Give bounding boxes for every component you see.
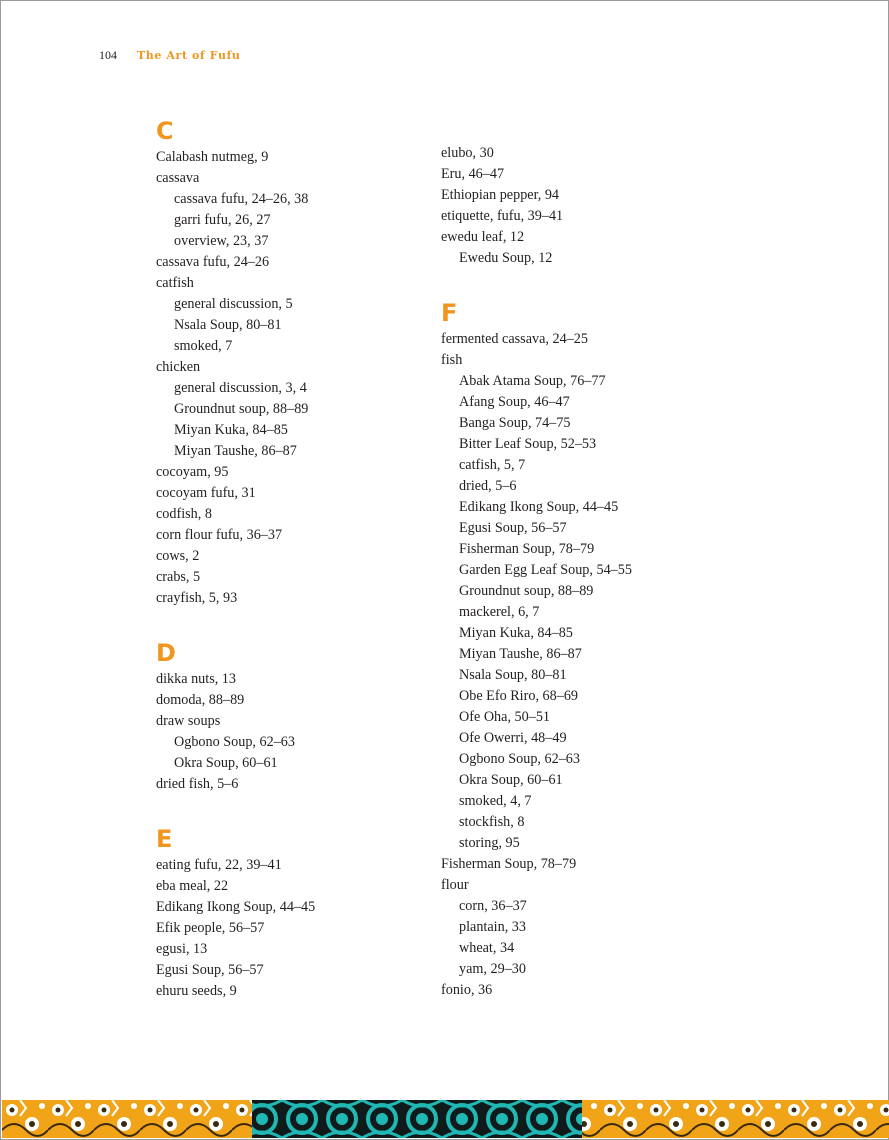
index-subentry-wheat-34: wheat, 34 bbox=[459, 940, 515, 956]
index-subentry-ewedu-soup-12: Ewedu Soup, 12 bbox=[459, 250, 553, 266]
index-subentry-mackerel-6-7: mackerel, 6, 7 bbox=[459, 604, 540, 620]
index-entry-catfish: catfish bbox=[156, 275, 194, 291]
index-subentry-groundnut-soup-88-89: Groundnut soup, 88–89 bbox=[459, 583, 594, 599]
index-subentry-corn-36-37: corn, 36–37 bbox=[459, 898, 527, 914]
index-entry-codfish-8: codfish, 8 bbox=[156, 506, 212, 522]
index-subentry-ogbono-soup-62-63: Ogbono Soup, 62–63 bbox=[459, 751, 580, 767]
index-entry-crayfish-5-93: crayfish, 5, 93 bbox=[156, 590, 238, 606]
index-subentry-dried-5-6: dried, 5–6 bbox=[459, 478, 517, 494]
index-subentry-okra-soup-60-61: Okra Soup, 60–61 bbox=[459, 772, 563, 788]
index-subentry-banga-soup-74-75: Banga Soup, 74–75 bbox=[459, 415, 571, 431]
index-subentry-nsala-soup-80-81: Nsala Soup, 80–81 bbox=[459, 667, 567, 683]
index-subentry-storing-95: storing, 95 bbox=[459, 835, 520, 851]
index-entry-flour: flour bbox=[441, 877, 469, 893]
index-letter-f: F bbox=[441, 299, 458, 327]
index-entry-efik-people-56-57: Efik people, 56–57 bbox=[156, 920, 265, 936]
index-entry-domoda-88-89: domoda, 88–89 bbox=[156, 692, 245, 708]
section-spacer bbox=[156, 609, 416, 641]
index-subentry-plantain-33: plantain, 33 bbox=[459, 919, 526, 935]
index-entry-chicken: chicken bbox=[156, 359, 201, 375]
index-subentry-miyan-taushe-86-87: Miyan Taushe, 86–87 bbox=[174, 443, 297, 459]
index-subentry-afang-soup-46-47: Afang Soup, 46–47 bbox=[459, 394, 570, 410]
index-entry-cassava: cassava bbox=[156, 170, 200, 186]
index-entry-egusi-13: egusi, 13 bbox=[156, 941, 208, 957]
index-entry-cocoyam-95: cocoyam, 95 bbox=[156, 464, 229, 480]
section-spacer bbox=[441, 269, 741, 301]
index-entry-fisherman-soup-78-79: Fisherman Soup, 78–79 bbox=[441, 856, 577, 872]
index-entry-fonio-36: fonio, 36 bbox=[441, 982, 493, 998]
index-subentry-general-discussion-5: general discussion, 5 bbox=[174, 296, 293, 312]
index-subentry-yam-29-30: yam, 29–30 bbox=[459, 961, 526, 977]
index-letter-e: E bbox=[156, 825, 173, 853]
index-entry-dried-fish-5-6: dried fish, 5–6 bbox=[156, 776, 239, 792]
index-subentry-stockfish-8: stockfish, 8 bbox=[459, 814, 525, 830]
index-entry-eating-fufu-22-39-41: eating fufu, 22, 39–41 bbox=[156, 857, 282, 873]
index-subentry-cassava-fufu-24-26-38: cassava fufu, 24–26, 38 bbox=[174, 191, 309, 207]
index-subentry-overview-23-37: overview, 23, 37 bbox=[174, 233, 269, 249]
index-entry-crabs-5: crabs, 5 bbox=[156, 569, 201, 585]
index-subentry-general-discussion-3-4: general discussion, 3, 4 bbox=[174, 380, 307, 396]
index-entry-cows-2: cows, 2 bbox=[156, 548, 200, 564]
index-entry-cassava-fufu-24-26: cassava fufu, 24–26 bbox=[156, 254, 270, 270]
index-entry-ethiopian-pepper-94: Ethiopian pepper, 94 bbox=[441, 187, 560, 203]
index-subentry-egusi-soup-56-57: Egusi Soup, 56–57 bbox=[459, 520, 567, 536]
index-entry-corn-flour-fufu-36-37: corn flour fufu, 36–37 bbox=[156, 527, 283, 543]
index-subentry-ofe-owerri-48-49: Ofe Owerri, 48–49 bbox=[459, 730, 567, 746]
index-subentry-fisherman-soup-78-79: Fisherman Soup, 78–79 bbox=[459, 541, 595, 557]
index-subentry-abak-atama-soup-76-77: Abak Atama Soup, 76–77 bbox=[459, 373, 606, 389]
index-subentry-miyan-taushe-86-87: Miyan Taushe, 86–87 bbox=[459, 646, 582, 662]
index-entry-ewedu-leaf-12: ewedu leaf, 12 bbox=[441, 229, 525, 245]
page-number: 104 bbox=[99, 47, 117, 62]
index-subentry-edikang-ikong-soup-44-45: Edikang Ikong Soup, 44–45 bbox=[459, 499, 619, 515]
index-entry-fermented-cassava-24-25: fermented cassava, 24–25 bbox=[441, 331, 588, 347]
index-subentry-obe-efo-riro-68-69: Obe Efo Riro, 68–69 bbox=[459, 688, 579, 704]
index-subentry-catfish-5-7: catfish, 5, 7 bbox=[459, 457, 526, 473]
index-entry-eru-46-47: Eru, 46–47 bbox=[441, 166, 505, 182]
index-subentry-garri-fufu-26-27: garri fufu, 26, 27 bbox=[174, 212, 271, 228]
index-column-left bbox=[156, 119, 416, 1002]
index-entry-egusi-soup-56-57: Egusi Soup, 56–57 bbox=[156, 962, 264, 978]
index-subentry-smoked-4-7: smoked, 4, 7 bbox=[459, 793, 532, 809]
index-subentry-groundnut-soup-88-89: Groundnut soup, 88–89 bbox=[174, 401, 309, 417]
index-entry-ehuru-seeds-9: ehuru seeds, 9 bbox=[156, 983, 237, 999]
index-subentry-bitter-leaf-soup-52-53: Bitter Leaf Soup, 52–53 bbox=[459, 436, 597, 452]
index-subentry-garden-egg-leaf-soup-54-55: Garden Egg Leaf Soup, 54–55 bbox=[459, 562, 632, 578]
index-entry-fish: fish bbox=[441, 352, 463, 368]
index-entry-etiquette-fufu-39-41: etiquette, fufu, 39–41 bbox=[441, 208, 564, 224]
index-entry-cocoyam-fufu-31: cocoyam fufu, 31 bbox=[156, 485, 256, 501]
index-entry-eba-meal-22: eba meal, 22 bbox=[156, 878, 229, 894]
index-entry-dikka-nuts-13: dikka nuts, 13 bbox=[156, 671, 236, 687]
book-title: The Art of Fufu bbox=[137, 48, 241, 62]
index-entry-calabash-nutmeg-9: Calabash nutmeg, 9 bbox=[156, 149, 269, 165]
column-top-spacer bbox=[441, 119, 741, 143]
index-subentry-miyan-kuka-84-85: Miyan Kuka, 84–85 bbox=[459, 625, 573, 641]
index-entry-draw-soups: draw soups bbox=[156, 713, 221, 729]
index-column-right bbox=[441, 119, 741, 1001]
index-letter-c: C bbox=[156, 117, 174, 145]
index-subentry-miyan-kuka-84-85: Miyan Kuka, 84–85 bbox=[174, 422, 288, 438]
index-entry-edikang-ikong-soup-44-45: Edikang Ikong Soup, 44–45 bbox=[156, 899, 316, 915]
section-spacer bbox=[156, 795, 416, 827]
index-subentry-nsala-soup-80-81: Nsala Soup, 80–81 bbox=[174, 317, 282, 333]
index-letter-d: D bbox=[156, 639, 176, 667]
index-subentry-ogbono-soup-62-63: Ogbono Soup, 62–63 bbox=[174, 734, 295, 750]
index-subentry-ofe-oha-50-51: Ofe Oha, 50–51 bbox=[459, 709, 551, 725]
decorative-fabric-border bbox=[2, 1100, 889, 1138]
running-head bbox=[99, 46, 241, 64]
index-subentry-smoked-7: smoked, 7 bbox=[174, 338, 233, 354]
index-subentry-okra-soup-60-61: Okra Soup, 60–61 bbox=[174, 755, 278, 771]
index-entry-elubo-30: elubo, 30 bbox=[441, 145, 494, 161]
